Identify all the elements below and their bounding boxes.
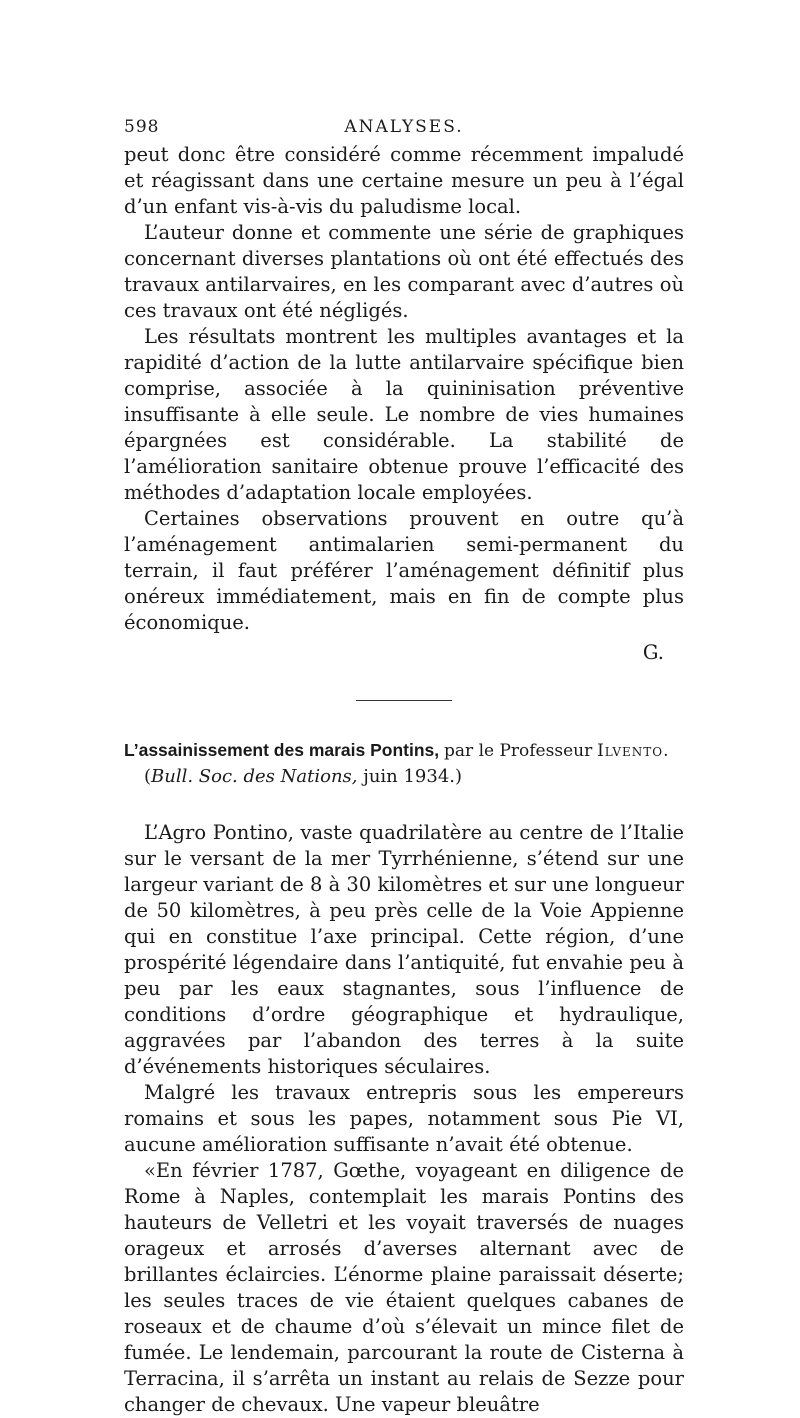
running-title: ANALYSES. [344, 117, 464, 137]
page-number: 598 [124, 117, 160, 137]
page-header [124, 108, 684, 142]
citation-journal: Bull. Soc. des Nations, [151, 766, 358, 787]
article-heading [124, 737, 684, 764]
paragraph: Certaines observations prouvent en outre qu’à l’aménagement antimalarien semi-permanent du terrain, il faut préférer l’aménagement définitif plus onéreux immédiatement, mais en fin de compte plus économique. [124, 507, 684, 634]
citation-open: ( [144, 766, 152, 787]
section-divider [356, 700, 452, 701]
paragraph: L’Agro Pontino, vaste quadrilatère au centre de l’Italie sur le versant de la mer Tyrrhénienne, s’étend sur une largeur variant de 8 à 30 kilomètres et sur une longueur de 50 kilomètres, à peu près celle de la Voie Appienne qui en constitue l’axe principal. Cette région, d’une prospérité légendaire dans l’antiquité, fut envahie peu à peu par les eaux stagnantes, sous l’influence de conditions d’ordre géographique et hydraulique, aggravées par l’abandon des terres à la suite d’événements historiques séculaires. [124, 821, 684, 1078]
paragraph: Malgré les travaux entrepris sous les empereurs romains et sous les papes, notamment sous Pie VI, aucune amélioration suffisante n’avait été obtenue. [124, 1081, 684, 1156]
document-page [124, 108, 684, 1418]
citation [124, 764, 684, 790]
paragraph: L’auteur donne et commente une série de graphiques concernant diverses plantations où ont été effectués des travaux antilarvaires, en les comparant avec d’autres où ces travaux ont été négligés. [124, 221, 684, 322]
first-article [124, 142, 684, 666]
paragraph: «En février 1787, Gœthe, voyageant en diligence de Rome à Naples, contemplait les marais Pontins des hauteurs de Velletri et les voyait traversés de nuages orageux et arrosés d’averses alternant avec de brillantes éclaircies. L’énorme plaine paraissait déserte; les seules traces de vie étaient quelques cabanes de roseaux et de chaume d’où s’élevait un mince filet de fumée. Le lendemain, parcourant la route de Cisterna à Terracina, il s’arrêta un instant au relais de Sezze pour changer de chevaux. Une vapeur bleuâtre [124, 1159, 684, 1416]
second-article [124, 737, 684, 1418]
author-prefix: par le Professeur [444, 741, 593, 761]
citation-date: juin 1934.) [363, 766, 463, 787]
paragraph: peut donc être considéré comme récemment impaludé et réagissant dans une certaine mesure un peu à l’égal d’un enfant vis-à-vis du paludisme local. [124, 143, 684, 218]
author-name: Ilvento. [597, 741, 670, 761]
author-signature: G. [642, 641, 664, 664]
article-title: L’assainissement des marais Pontins, [124, 740, 440, 760]
paragraph: Les résultats montrent les multiples avantages et la rapidité d’action de la lutte antilarvaire spécifique bien comprise, associée à la quininisation préventive insuffisante à elle seule. Le nombre de vies humaines épargnées est considérable. La stabilité de l’amélioration sanitaire obtenue prouve l’efficacité des méthodes d’adaptation locale employées. [124, 325, 684, 504]
